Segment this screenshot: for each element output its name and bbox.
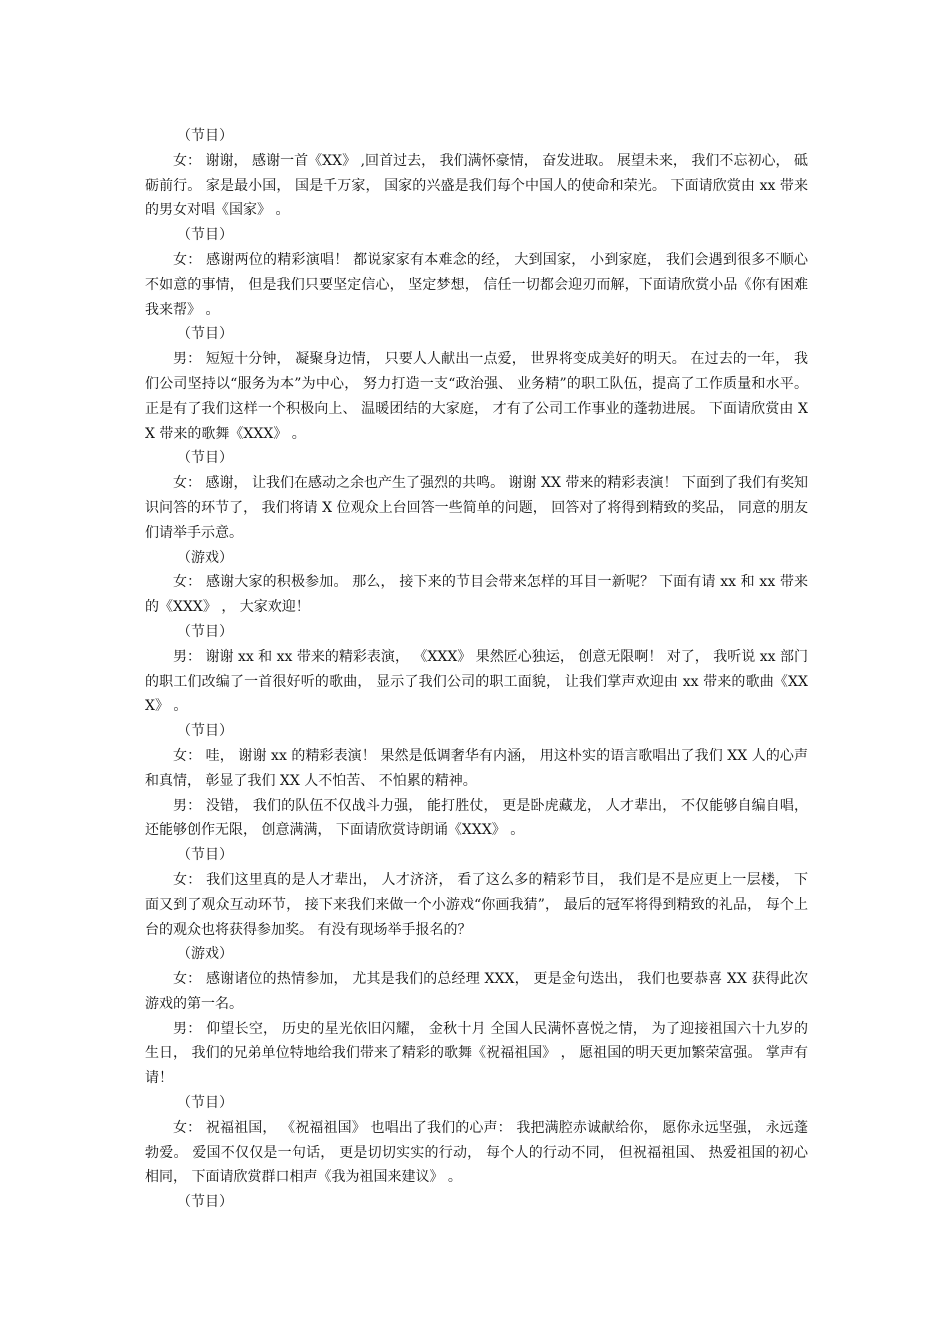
program-marker: （节目） (177, 450, 233, 467)
document-body (145, 124, 808, 1215)
speech-paragraph: 男： 仰望长空， 历史的星光依旧闪耀， 金秋十月 全国人民满怀喜悦之情， 为了迎接祖国六十九岁的生日， 我们的兄弟单位特地给我们带来了精彩的歌舞《祝福祖国》 ， 愿祖国的明天更加繁荣富强。 掌声有请！ (145, 1020, 808, 1087)
game-marker: （游戏） (177, 549, 233, 566)
program-marker: （节目） (177, 1194, 233, 1211)
speech-paragraph: 男： 谢谢 xx 和 xx 带来的精彩表演， 《XXX》 果然匠心独运， 创意无限啊！ 对了， 我听说 xx 部门的职工们改编了一首很好听的歌曲， 显示了我们公司的职工面貌， 让我们掌声欢迎由 xx 带来的歌曲《XXX》 。 (145, 648, 808, 715)
game-marker: （游戏） (177, 946, 233, 963)
speech-paragraph: 女： 哇， 谢谢 xx 的精彩表演！ 果然是低调奢华有内涵， 用这朴实的语言歌唱出了我们 XX 人的心声和真情， 彰显了我们 XX 人不怕苦、 不怕累的精神。 (145, 747, 808, 789)
speech-paragraph: 女： 感谢诸位的热情参加， 尤其是我们的总经理 XXX， 更是金句迭出， 我们也要恭喜 XX 获得此次游戏的第一名。 (145, 971, 808, 1012)
speech-paragraph: 男： 短短十分钟， 凝聚身边情， 只要人人献出一点爱， 世界将变成美好的明天。 在过去的一年， 我们公司坚持以“服务为本”为中心， 努力打造一支“政治强、 业务精”的职工队伍，提高了工作质量和水平。 正是有了我们这样一个积极向上、 温暖团结的大家庭， 才有了公司工作事业的蓬勃进展。 下面请欣赏由 XX 带来的歌舞《XXX》 。 (145, 351, 808, 442)
program-marker: （节目） (177, 847, 233, 864)
speech-paragraph: 女： 感谢大家的积极参加。 那么， 接下来的节目会带来怎样的耳目一新呢？ 下面有请 xx 和 xx 带来的《XXX》 ， 大家欢迎！ (145, 574, 808, 616)
program-marker: （节目） (177, 723, 233, 740)
speech-paragraph: 女： 我们这里真的是人才辈出， 人才济济， 看了这么多的精彩节目， 我们是不是应更上一层楼， 下面又到了观众互动环节， 接下来我们来做一个小游戏“你画我猜”， 最后的冠军将得到精致的礼品， 每个上台的观众也将获得参加奖。 有没有现场举手报名的？ (145, 871, 808, 938)
program-marker: （节目） (177, 1095, 233, 1112)
program-marker: （节目） (177, 227, 233, 244)
program-marker: （节目） (177, 623, 233, 640)
speech-paragraph: 女： 祝福祖国， 《祝福祖国》 也唱出了我们的心声： 我把满腔赤诚献给你， 愿你永远坚强， 永远蓬勃爱。 爱国不仅仅是一句话， 更是切切实实的行动， 每个人的行动不同， 但祝福祖国、 热爱祖国的初心相同， 下面请欣赏群口相声《我为祖国来建议》 。 (145, 1119, 808, 1186)
speech-paragraph: 女： 感谢， 让我们在感动之余也产生了强烈的共鸣。 谢谢 XX 带来的精彩表演！ 下面到了我们有奖知识问答的环节了， 我们将请 X 位观众上台回答一些简单的问题， 回答对了将得到精致的奖品， 同意的朋友们请举手示意。 (145, 475, 808, 541)
speech-paragraph: 男： 没错， 我们的队伍不仅战斗力强， 能打胜仗， 更是卧虎藏龙， 人才辈出， 不仅能够自编自唱， 还能够创作无限， 创意满满， 下面请欣赏诗朗诵《XXX》 。 (145, 797, 808, 839)
program-marker: （节目） (177, 128, 233, 144)
speech-paragraph: 女： 感谢两位的精彩演唱！ 都说家家有本难念的经， 大到国家， 小到家庭， 我们会遇到很多不顺心不如意的事情， 但是我们只要坚定信心， 坚定梦想， 信任一切都会迎刃而解，下面请欣赏小品《你有困难我来帮》 。 (145, 251, 808, 318)
program-marker: （节目） (177, 326, 233, 343)
speech-paragraph: 女： 谢谢， 感谢一首《XX》 ,回首过去， 我们满怀豪情， 奋发进取。 展望未来， 我们不忘初心， 砥砺前行。 家是最小国， 国是千万家， 国家的兴盛是我们每个中国人的使命和荣光。 下面请欣赏由 xx 带来的男女对唱《国家》 。 (145, 152, 808, 219)
